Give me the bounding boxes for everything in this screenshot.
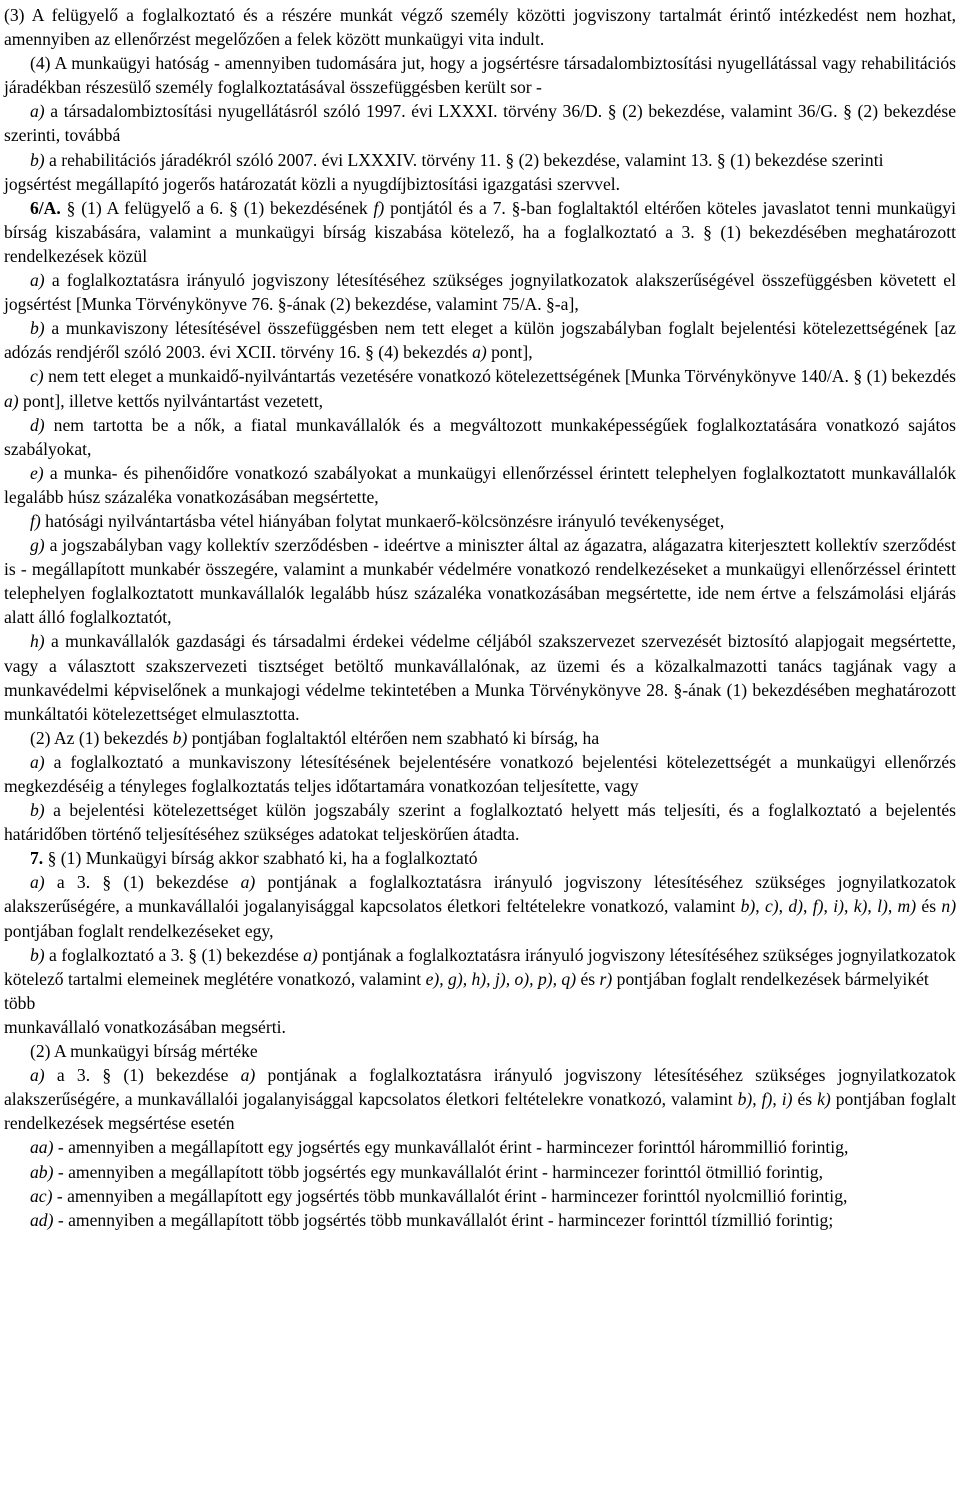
item-marker: i) <box>833 896 844 917</box>
item-marker: a) <box>303 944 318 965</box>
paragraph-text: pont], <box>486 342 533 363</box>
item-marker: ac) <box>30 1185 53 1206</box>
paragraph-text: - amennyiben a megállapított egy jogsértés több munkavállalót érint - harmincezer forinttól nyolcmillió forintig, <box>52 1185 848 1206</box>
paragraph <box>4 172 956 196</box>
paragraph-text: a foglalkoztató a munkaviszony létesítésének bejelentésére vonatkozó bejelentési kötelezettségét a munkaügyi ellenőrzés megkezdéséig a tényleges foglalkoztatás teljes időtartamára vonatkozóan teljesítette, vagy <box>4 751 956 796</box>
item-marker: a) <box>30 270 45 291</box>
paragraph-text: (4) A munkaügyi hatóság - amennyiben tudomására jut, hogy a jogsértésre társadalombiztosítási nyugellátással vagy rehabilitációs járadékban részesülő személy foglalkoztatásával összefüggésben került sor - <box>4 53 956 98</box>
paragraph <box>4 750 956 798</box>
item-marker: a) <box>472 342 487 363</box>
paragraph-text: - amennyiben a megállapított több jogsértés több munkavállalót érint - harmincezer forinttól tízmillió forintig; <box>53 1209 834 1230</box>
paragraph-text: a 3. § (1) bekezdése <box>44 872 241 893</box>
paragraph <box>4 316 956 364</box>
paragraph <box>4 1135 956 1159</box>
item-marker: k) <box>817 1089 831 1110</box>
item-marker: m) <box>897 896 917 917</box>
paragraph <box>4 1184 956 1208</box>
item-marker: f) <box>761 1089 773 1110</box>
item-marker: k) <box>853 896 868 917</box>
paragraph <box>4 3 956 51</box>
item-marker: b) <box>740 896 756 917</box>
paragraph-text: a foglalkoztató a 3. § (1) bekezdése <box>44 944 304 965</box>
paragraph-text: jogsértést megállapító jogerős határozatát közli a nyugdíjbiztosítási igazgatási szervvel. <box>4 173 621 194</box>
section-number: 6/A. <box>30 197 61 218</box>
paragraph-text: pontjának a foglalkoztatásra irányuló jogviszony létesítéséhez szükséges jognyilatkozatok alakszerűségére, a munkavállalói jogalanyisággal kapcsolatos életkori feltételekre vonatkozó, valamint <box>4 872 956 917</box>
paragraph-text: , <box>887 896 898 917</box>
paragraph-text: a társadalombiztosítási nyugellátásról szóló 1997. évi LXXXI. törvény 36/D. § (2) bekezdése, valamint 36/G. § (2) bekezdése szerinti, továbbá <box>4 101 956 146</box>
paragraph <box>4 798 956 846</box>
paragraph <box>4 364 956 412</box>
paragraph <box>4 196 956 268</box>
paragraph <box>4 461 956 509</box>
paragraph <box>4 870 956 942</box>
item-marker: aa) <box>30 1137 54 1158</box>
item-marker: b) <box>30 944 45 965</box>
paragraph <box>4 509 956 533</box>
paragraph <box>4 726 956 750</box>
paragraph <box>4 1160 956 1184</box>
paragraph-text: munkavállaló vonatkozásában megsérti. <box>4 1016 286 1037</box>
paragraph-text: a jogszabályban vagy kollektív szerződésben - ideértve a miniszter által az ágazatra, alágazatra kiterjesztett kollektív szerződést is - megállapított munkabér összegére, valamint a munkabér védelmére vonatkozó rendelkezéseket a munkaügyi ellenőrzéssel érintett telephelyen foglalkoztatott munkavállalók legalább húsz százaléka vonatkozásában megsértette, ide nem értve a felszámolási eljárás alatt álló foglalkoztatót, <box>4 535 956 628</box>
item-marker: b) <box>737 1089 753 1110</box>
item-marker: e), g), h), j), o), p), q) <box>425 968 577 989</box>
item-marker: n) <box>941 896 957 917</box>
paragraph <box>4 268 956 316</box>
paragraph-text: pontjának a foglalkoztatásra irányuló jogviszony létesítéséhez szükséges jognyilatkozatok alakszerűségére, a munkavállalói jogalanyisággal kapcsolatos életkori feltételekre vonatkozó, valamint <box>4 1065 956 1110</box>
paragraph-text: a munkaviszony létesítésével összefüggésben nem tett eleget a külön jogszabályban foglalt bejelentési kötelezettségének [az adózás rendjéről szóló 2003. évi XCII. törvény 16. § (4) bekezdés <box>4 318 956 363</box>
item-marker: a) <box>30 101 45 122</box>
item-marker: d) <box>30 414 45 435</box>
paragraph <box>4 1039 956 1063</box>
paragraph <box>4 413 956 461</box>
item-marker: b) <box>30 149 45 170</box>
item-marker: a) <box>30 751 45 772</box>
item-marker: a) <box>240 1065 256 1086</box>
item-marker: e) <box>30 462 44 483</box>
paragraph-text: , <box>752 1089 762 1110</box>
paragraph-text: nem tett eleget a munkaidő-nyilvántartás vezetésére vonatkozó kötelezettségének [Munka Törvénykönyve 140/A. § (1) bekezdés <box>43 366 956 387</box>
paragraph <box>4 148 956 172</box>
item-marker: a) <box>30 872 45 893</box>
item-marker: d) <box>788 896 804 917</box>
item-marker: f) <box>30 510 41 531</box>
paragraph-text: pontjában foglalt rendelkezések bármelyikét több <box>4 968 929 1013</box>
item-marker: a) <box>30 1065 45 1086</box>
paragraph-text: , <box>803 896 813 917</box>
paragraph <box>4 99 956 147</box>
item-marker: b) <box>30 318 45 339</box>
paragraph-text: pontjában foglalt rendelkezések megsértése esetén <box>4 1089 957 1134</box>
paragraph-text: - amennyiben a megállapított egy jogsértés egy munkavállalót érint - harmincezer forinttól hárommillió forintig, <box>53 1137 849 1158</box>
item-marker: f) <box>373 197 385 218</box>
paragraph-text: § (1) Munkaügyi bírság akkor szabható ki, ha a foglalkoztató <box>43 848 478 869</box>
item-marker: c) <box>30 366 44 387</box>
item-marker: f) <box>812 896 824 917</box>
paragraph-text: pontjának a foglalkoztatásra irányuló jogviszony létesítéséhez szükséges jognyilatkozatok kötelező tartalmi elemeinek meglétére vonatkozó, valamint <box>4 944 956 989</box>
paragraph <box>4 846 956 870</box>
paragraph-text: és <box>916 896 942 917</box>
item-marker: ab) <box>30 1161 54 1182</box>
paragraph-text: a munka- és pihenőidőre vonatkozó szabályokat a munkaügyi ellenőrzéssel érintett telephelyen foglalkoztatott munkavállalók legalább húsz százaléka vonatkozásában megsértette, <box>4 462 956 507</box>
paragraph <box>4 1208 956 1232</box>
paragraph-text: , <box>867 896 878 917</box>
paragraph <box>4 1015 956 1039</box>
paragraph <box>4 943 956 1015</box>
item-marker: h) <box>30 631 45 652</box>
item-marker: g) <box>30 535 45 556</box>
paragraph-text: pont], illetve kettős nyilvántartást vezetett, <box>18 390 324 411</box>
item-marker: b) <box>30 800 45 821</box>
paragraph-text: - amennyiben a megállapított több jogsértés egy munkavállalót érint - harmincezer forinttól ötmillió forintig, <box>53 1161 823 1182</box>
item-marker: a) <box>240 872 256 893</box>
paragraph-text: a rehabilitációs járadékról szóló 2007. évi LXXXIV. törvény 11. § (2) bekezdése, valamint 13. § (1) bekezdése szerinti <box>44 149 884 170</box>
paragraph-text: a foglalkoztatásra irányuló jogviszony létesítéséhez szükséges jognyilatkozatok alakszerűségével összefüggésben követett el jogsértést [Munka Törvénykönyve 76. §-ának (2) bekezdése, valamint 75/A. §-a], <box>4 270 956 315</box>
paragraph-text: , <box>755 896 765 917</box>
paragraph-text: pontjától és a 7. §-ban foglaltaktól eltérően köteles javaslatot tenni munkaügyi bírság kiszabására, valamint a munkaügyi bírság kiszabása kötelező, ha a foglalkoztató a 3. § (1) bekezdésében meghatározott rendelkezések közül <box>4 197 956 266</box>
item-marker: c) <box>764 896 779 917</box>
paragraph <box>4 1063 956 1135</box>
paragraph <box>4 51 956 99</box>
paragraph-text: és <box>576 968 600 989</box>
document-body <box>4 0 956 1232</box>
paragraph-text: nem tartotta be a nők, a fiatal munkavállalók és a megváltozott munkaképességűek foglalkoztatására vonatkozó sajátos szabályokat, <box>4 414 956 459</box>
paragraph-text: (3) A felügyelő a foglalkoztató és a részére munkát végző személy közötti jogviszony tartalmát érintő intézkedést nem hozhat, amennyiben az ellenőrzést megelőzően a felek között munkaügyi vita indult. <box>4 5 956 50</box>
item-marker: i) <box>781 1089 793 1110</box>
paragraph-text: a bejelentési kötelezettséget külön jogszabály szerint a foglalkoztató helyett más teljesíti, és a foglalkoztató a bejelentés határidőben történő teljesítéséhez szükséges adatokat teljeskörűen átadta. <box>4 800 956 845</box>
item-marker: ad) <box>30 1209 54 1230</box>
paragraph-text: (2) A munkaügyi bírság mértéke <box>30 1041 258 1062</box>
paragraph-text: , <box>778 896 789 917</box>
paragraph <box>4 533 956 629</box>
item-marker: b) <box>172 727 188 748</box>
item-marker: a) <box>4 390 19 411</box>
paragraph-text: pontjában foglalt rendelkezéseket egy, <box>4 920 274 941</box>
paragraph-text: , <box>772 1089 782 1110</box>
paragraph-text: a munkavállalók gazdasági és társadalmi érdekei védelme céljából szakszervezet szervezését biztosító alapjogait megsértette, vagy a választott szakszervezeti tisztséget betöltő munkavállalónak, az üzemi és a közalkalmazotti tanács tagjának vagy a munkavédelmi képviselőnek a munkajogi védelme tekintetében a Munka Törvénykönyve 28. §-ának (1) bekezdésében meghatározott munkáltatói kötelezettséget elmulasztotta. <box>4 631 956 724</box>
item-marker: r) <box>599 968 613 989</box>
paragraph <box>4 629 956 725</box>
section-number: 7. <box>30 848 44 869</box>
paragraph-text: § (1) A felügyelő a 6. § (1) bekezdésének <box>60 197 374 218</box>
paragraph-text: (2) Az (1) bekezdés <box>30 727 173 748</box>
item-marker: l) <box>877 896 888 917</box>
paragraph-text: hatósági nyilvántartásba vétel hiányában folytat munkaerő-kölcsönzésre irányuló tevékenységet, <box>40 510 725 531</box>
paragraph-text: , <box>843 896 854 917</box>
paragraph-text: pontjában foglaltaktól eltérően nem szabható ki bírság, ha <box>187 727 600 748</box>
paragraph-text: a 3. § (1) bekezdése <box>44 1065 241 1086</box>
paragraph-text: és <box>792 1089 818 1110</box>
paragraph-text: , <box>823 896 834 917</box>
